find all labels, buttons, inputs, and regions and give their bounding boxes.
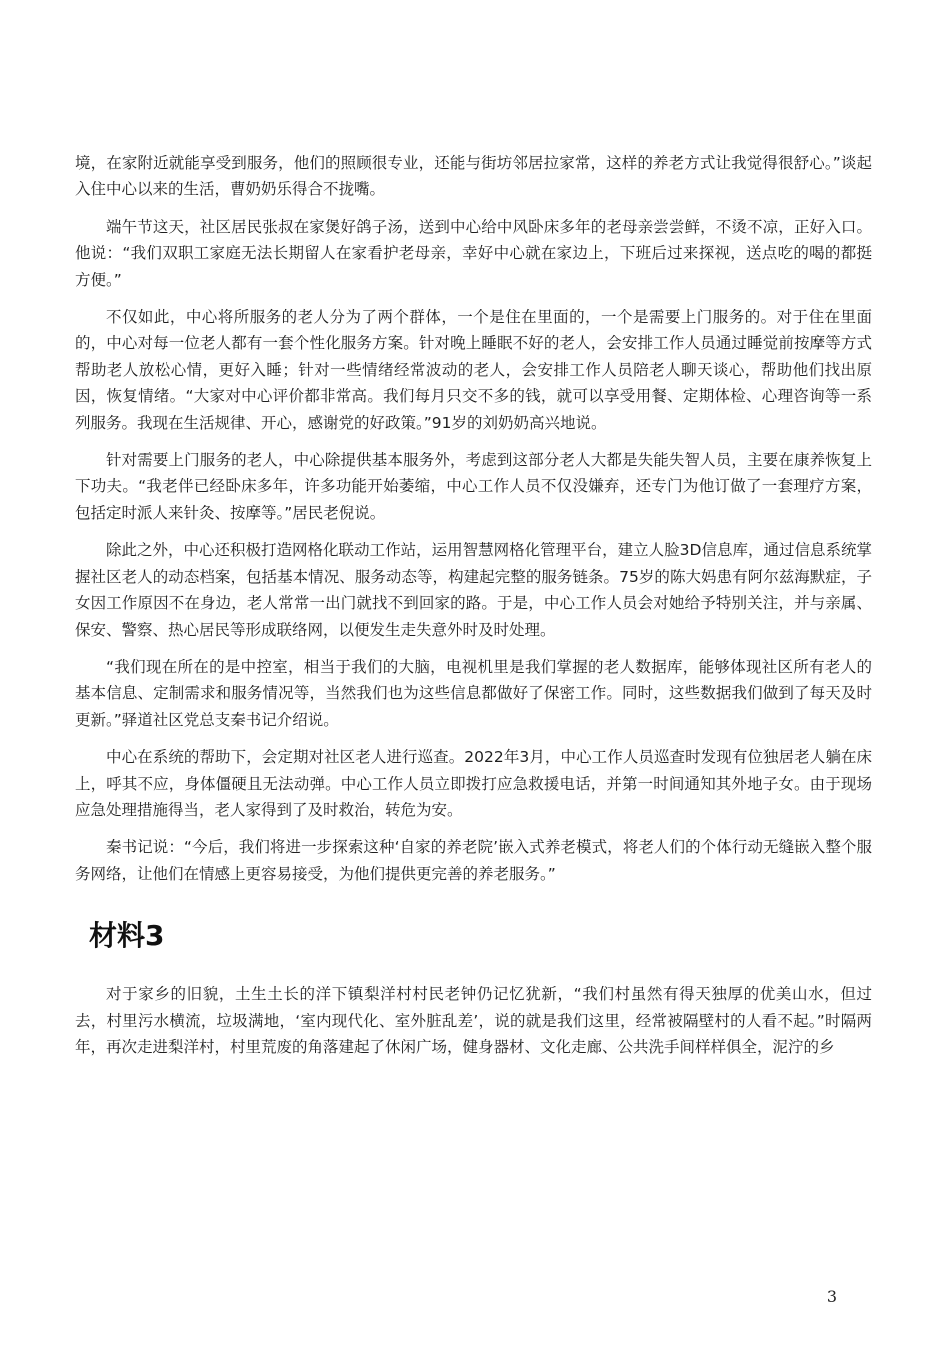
paragraph: 境，在家附近就能享受到服务，他们的照顾很专业，还能与街坊邻居拉家常，这样的养老方式让我觉得很舒心。”谈起入住中心以来的生活，曹奶奶乐得合不拢嘴。 bbox=[75, 154, 872, 199]
paragraph: 针对需要上门服务的老人，中心除提供基本服务外，考虑到这部分老人大都是失能失智人员，主要在康养恢复上下功夫。“我老伴已经卧床多年，许多功能开始萎缩，中心工作人员不仅没嫌弃，还专门为他订做了一套理疗方案，包括定时派人来针灸、按摩等。”居民老倪说。 bbox=[75, 451, 872, 522]
page-number: 3 bbox=[826, 1287, 838, 1306]
paragraph: 端午节这天，社区居民张叔在家煲好鸽子汤，送到中心给中风卧床多年的老母亲尝尝鲜，不烫不凉，正好入口。他说：“我们双职工家庭无法长期留人在家看护老母亲，幸好中心就在家边上，下班后过来探视，送点吃的喝的都挺方便。” bbox=[75, 217, 872, 289]
paragraph: 中心在系统的帮助下，会定期对社区老人进行巡查。2022年3月，中心工作人员巡查时发现有位独居老人躺在床上，呼其不应，身体僵硬且无法动弹。中心工作人员立即拨打应急救援电话，并第一时间通知其外地子女。由于现场应急处理措施得当，老人家得到了及时救治，转危为安。 bbox=[75, 748, 872, 819]
material-2-body bbox=[75, 150, 872, 887]
paragraph: 除此之外，中心还积极打造网格化联动工作站，运用智慧网格化管理平台，建立人脸3D信息库，通过信息系统掌握社区老人的动态档案，包括基本情况、服务动态等，构建起完整的服务链条。75岁的陈大妈患有阿尔兹海默症，子女因工作原因不在身边，老人常常一出门就找不到回家的路。于是，中心工作人员会对她给予特别关注，并与亲属、保安、警察、热心居民等形成联络网，以便发生走失意外时及时处理。 bbox=[75, 541, 872, 639]
paragraph: 秦书记说：“今后，我们将进一步探索这种‘自家的养老院’嵌入式养老模式，将老人们的个体行动无缝嵌入整个服务网络，让他们在情感上更容易接受，为他们提供更完善的养老服务。” bbox=[75, 838, 872, 883]
paragraph: 对于家乡的旧貌，土生土长的洋下镇梨洋村村民老钟仍记忆犹新，“我们村虽然有得天独厚的优美山水，但过去，村里污水横流，垃圾满地，‘室内现代化、室外脏乱差’，说的就是我们这里，经常被隔壁村的人看不起。”时隔两年，再次走进梨洋村，村里荒废的角落建起了休闲广场，健身器材、文化走廊、公共洗手间样样俱全，泥泞的乡 bbox=[75, 985, 872, 1056]
paragraph: “我们现在所在的是中控室，相当于我们的大脑，电视机里是我们掌握的老人数据库，能够体现社区所有老人的基本信息、定制需求和服务情况等，当然我们也为这些信息都做好了保密工作。同时，这些数据我们做到了每天及时更新。”驿道社区党总支秦书记介绍说。 bbox=[75, 657, 872, 729]
paragraph: 不仅如此，中心将所服务的老人分为了两个群体，一个是住在里面的，一个是需要上门服务的。对于住在里面的，中心对每一位老人都有一套个性化服务方案。针对晚上睡眠不好的老人，会安排工作人员通过睡觉前按摩等方式帮助老人放松心情，更好入睡；针对一些情绪经常波动的老人，会安排工作人员陪老人聊天谈心，帮助他们找出原因，恢复情绪。“大家对中心评价都非常高。我们每月只交不多的钱，就可以享受用餐、定期体检、心理咨询等一系列服务。我现在生活规律、开心，感谢党的好政策。”91岁的刘奶奶高兴地说。 bbox=[75, 308, 872, 432]
material-3-body bbox=[75, 981, 872, 1060]
section-heading: 材料3 bbox=[89, 919, 165, 953]
